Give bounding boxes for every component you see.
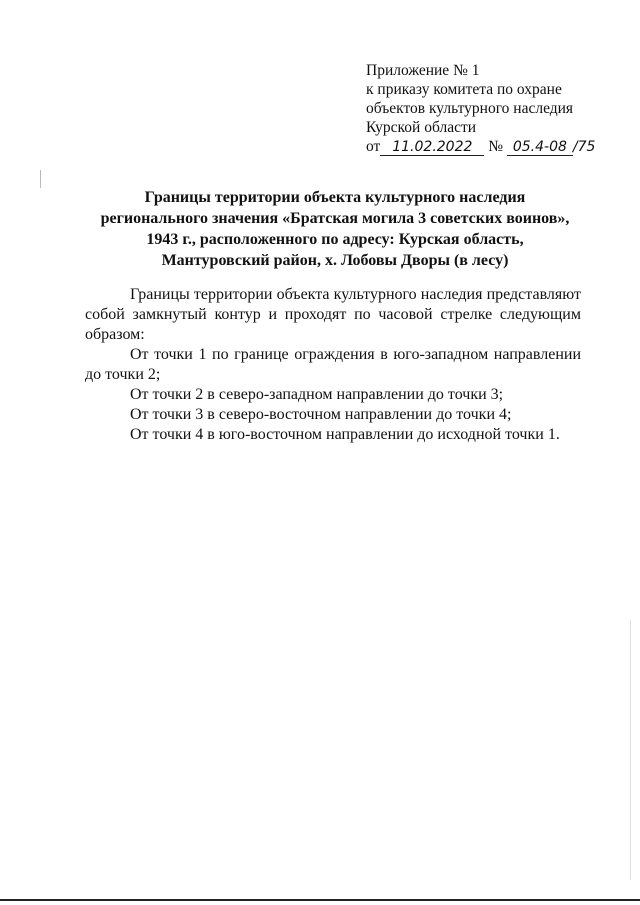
appendix-date-number-line: [366, 137, 626, 157]
appendix-line-2: к приказу комитета по охране: [366, 81, 562, 98]
number-label: №: [488, 138, 503, 155]
appendix-line-3: объектов культурного наследия: [366, 100, 574, 117]
title-line-3: 1943 г., расположенного по адресу: Курская область,: [146, 231, 524, 248]
body-paragraph-point-3: От точки 3 в северо-восточном направлении до точки 4;: [130, 406, 512, 423]
title-line-1: Границы территории объекта культурного наследия: [144, 189, 526, 206]
appendix-block: [366, 61, 626, 157]
body-paragraph-intro: Границы территории объекта культурного наследия представляют собой замкнутый контур и проходят по часовой стрелке следующим образом:: [85, 286, 581, 343]
appendix-line-4: Курской области: [366, 119, 477, 136]
body-paragraph-point-4: От точки 4 в юго-восточном направлении до исходной точки 1.: [130, 426, 560, 443]
order-number: 05.4-08: [507, 140, 573, 156]
title-line-2: регионального значения «Братская могила 3 советских воинов»,: [100, 210, 570, 227]
scan-artifact: [630, 620, 631, 880]
scan-artifact: [40, 170, 41, 188]
appendix-line-1: Приложение № 1: [366, 62, 480, 79]
document-body: [85, 285, 581, 445]
body-paragraph-point-2: От точки 2 в северо-западном направлении до точки 3;: [130, 386, 504, 403]
body-paragraph-point-1: От точки 1 по границе ограждения в юго-западном направлении до точки 2;: [85, 346, 581, 383]
title-line-4: Мантуровский район, х. Лобовы Дворы (в лесу): [161, 252, 509, 269]
from-label: от: [366, 138, 381, 155]
scan-bottom-edge: [0, 899, 640, 901]
order-number-suffix: /75: [572, 139, 596, 155]
document-title: [80, 187, 590, 271]
order-date: 11.02.2022: [380, 140, 484, 156]
